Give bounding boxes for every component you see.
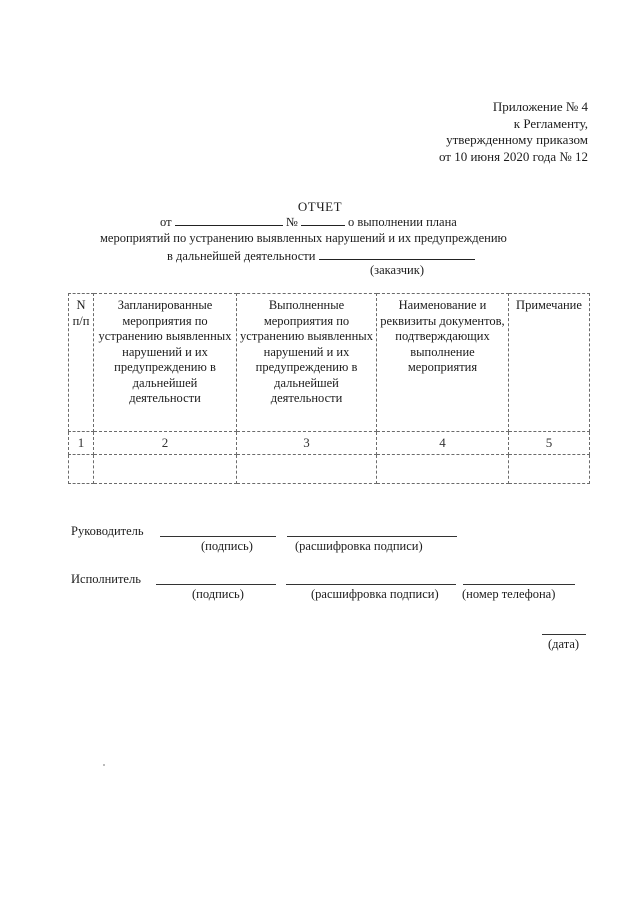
head-name-hint: (расшифровка подписи) [295, 539, 423, 553]
table-cell[interactable] [69, 455, 94, 484]
table-cell[interactable] [237, 455, 377, 484]
table-row [69, 455, 590, 484]
activity-text: в дальнейшей деятельности [167, 249, 316, 263]
head-label: Руководитель [71, 524, 144, 538]
column-number: 5 [509, 432, 590, 455]
table-cell[interactable] [377, 455, 509, 484]
report-title: ОТЧЕТ [297, 199, 343, 214]
customer-hint: (заказчик) [370, 263, 424, 277]
header-cell-documents: Наименование и реквизиты документов, подтверждающих выполнение мероприятия [377, 294, 509, 432]
report-header-line-2: мероприятий по устранению выявленных нарушений и их предупреждению [100, 231, 507, 245]
table-cell[interactable] [94, 455, 237, 484]
report-header-line-3 [167, 248, 475, 264]
executor-phone-line[interactable] [463, 584, 575, 585]
executor-name-hint: (расшифровка подписи) [311, 587, 439, 601]
report-header-line-1 [160, 214, 457, 230]
table-cell[interactable] [509, 455, 590, 484]
appendix-line-1: Приложение № 4 [492, 99, 588, 114]
column-number: 4 [377, 432, 509, 455]
column-number: 3 [237, 432, 377, 455]
appendix-line-3: утвержденному приказом [446, 132, 588, 147]
appendix-line-2: к Регламенту, [513, 115, 588, 131]
column-number: 1 [69, 432, 94, 455]
appendix-line-4: от 10 июня 2020 года № 12 [438, 148, 588, 164]
report-table [68, 293, 590, 484]
head-signature-line[interactable] [160, 536, 276, 537]
number-blank [301, 214, 345, 226]
column-number-row [69, 432, 590, 455]
header-cell-planned: Запланированные мероприятия по устранению выявленных нарушений и их предупреждению в дальнейшей деятельности [94, 294, 237, 432]
executor-label: Исполнитель [71, 572, 141, 586]
head-name-line[interactable] [287, 536, 457, 537]
table-header-row [69, 294, 590, 432]
header-cell-note: Примечание [509, 294, 590, 432]
date-hint: (дата) [548, 637, 580, 651]
executor-name-line[interactable] [286, 584, 456, 585]
header-cell-number: N п/п [69, 294, 94, 432]
head-signature-hint: (подпись) [201, 539, 253, 553]
date-line[interactable] [542, 634, 586, 635]
appendix-block [439, 99, 588, 165]
date-blank [175, 214, 283, 226]
scan-speck [103, 764, 105, 766]
header-cell-completed: Выполненные мероприятия по устранению выявленных нарушений и их предупреждению в дальнейшей деятельности [237, 294, 377, 432]
customer-blank [319, 248, 475, 260]
column-number: 2 [94, 432, 237, 455]
executor-signature-line[interactable] [156, 584, 276, 585]
executor-phone-hint: (номер телефона) [462, 587, 556, 601]
on-plan-text: о выполнении плана [348, 215, 457, 229]
from-label: от [160, 215, 172, 229]
number-label: № [285, 215, 298, 229]
executor-signature-hint: (подпись) [192, 587, 244, 601]
